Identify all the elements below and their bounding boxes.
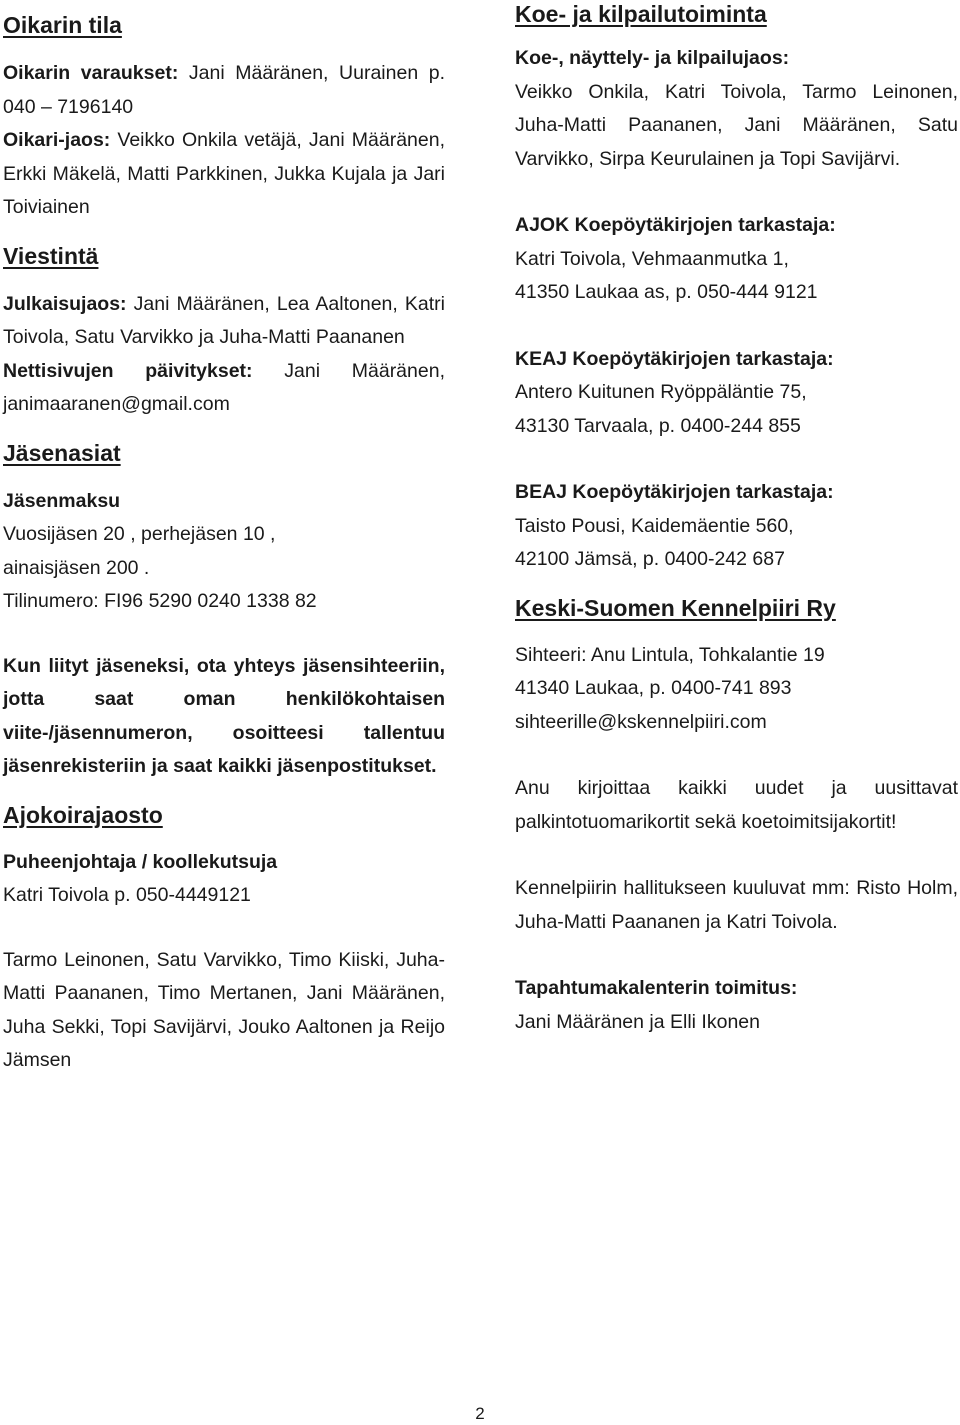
koe-jaos-text: Veikko Onkila, Katri Toivola, Tarmo Leinonen, Juha-Matti Paananen, Jani Määränen, Satu Varvikko, Sirpa Keurulainen ja Topi Savijärvi. [515,80,958,170]
heading-koe-ja-kilpailutoiminta: Koe- ja kilpailutoiminta [515,1,767,27]
tapahtumakalenteri-text: Jani Määränen ja Elli Ikonen [515,1010,760,1033]
heading-jasenasiat: Jäsenasiat [3,439,121,466]
puheenjohtaja-text: Katri Toivola p. 050-4449121 [3,884,251,906]
ajok-label: AJOK Koepöytäkirjojen tarkastaja: [515,214,836,236]
oikari-jaos-text: Veikko Onkila vetäjä, Jani Määränen, Erkki Mäkelä, Matti Parkkinen, Jukka Kujala ja Jari Toiviainen [3,129,445,218]
koe-jaos-label: Koe-, näyttely- ja kilpailujaos: [515,47,790,69]
page-number: 2 [475,1404,485,1423]
ajokoirajaosto-jasenet: Tarmo Leinonen, Satu Varvikko, Timo Kiiski, Juha-Matti Paananen, Timo Mertanen, Jani Määränen, Juha Sekki, Topi Savijärvi, Jouko Aaltonen ja Reijo Jämsen [3,948,445,1071]
tilinumero: Tilinumero: FI96 5290 0240 1338 82 [3,590,317,612]
keaj-line2: 43130 Tarvaala, p. 0400-244 855 [515,414,801,437]
julkaisujaos-text: Jani Määränen, Lea Aaltonen, Katri Toivola, Satu Varvikko ja Juha-Matti Paananen [3,292,445,348]
beaj-line2: 42100 Jämsä, p. 0400-242 687 [515,548,785,570]
liity-jaseneksi-text: Kun liityt jäseneksi, ota yhteys jäsensihteeriin, jotta saat oman henkilökohtaisen viite-/jäsennumeron, osoitteesi tallentuu jäsenrekisteriin ja saat kaikki jäsenpostitukset. [3,654,445,777]
anu-kirjoittaa-text: Anu kirjoittaa kaikki uudet ja uusittavat palkintotuomarikortit sekä koetoimitsijakortit! [515,777,958,833]
heading-ajokoirajaosto: Ajokoirajaosto [3,801,163,828]
heading-viestinta: Viestintä [3,242,99,269]
right-column [515,0,958,1039]
varaukset-label: Oikarin varaukset: [3,62,179,84]
nettisivujen-paivitykset-label: Nettisivujen päivitykset: [3,359,253,382]
nettisivujen-paivitykset [3,355,445,422]
ajok-line1: Katri Toivola, Vehmaanmutka 1, [515,247,789,270]
left-column [3,0,445,1078]
keaj-line1: Antero Kuitunen Ryöppäläntie 75, [515,381,807,403]
oikari-jaos-label: Oikari-jaos: [3,129,111,151]
keaj-label: KEAJ Koepöytäkirjojen tarkastaja: [515,347,834,370]
hallitus-text: Kennelpiirin hallitukseen kuuluvat mm: Risto Holm, Juha-Matti Paananen ja Katri Toivola. [515,877,958,933]
heading-keski-suomen-kennelpiiri: Keski-Suomen Kennelpiiri Ry [515,594,836,621]
heading-oikarin-tila: Oikarin tila [3,12,122,38]
jasenmaksu-text: Vuosijäsen 20 , perhejäsen 10 , ainaisjäsen 200 . [3,523,276,579]
jasenmaksu-label: Jäsenmaksu [3,489,121,512]
sihteeri-line2: 41340 Laukaa, p. 0400-741 893 [515,677,792,699]
julkaisujaos-label: Julkaisujaos: [3,292,127,315]
sihteeri-email: sihteerille@kskennelpiiri.com [515,710,767,733]
puheenjohtaja-label: Puheenjohtaja / koollekutsuja [3,850,278,873]
sihteeri-line1: Sihteeri: Anu Lintula, Tohkalantie 19 [515,643,825,666]
beaj-label: BEAJ Koepöytäkirjojen tarkastaja: [515,481,834,503]
oikari-jaos [3,124,445,225]
nettisivujen-paivitykset-text: Jani Määränen, janimaaranen@gmail.com [3,359,445,415]
julkaisujaos [3,288,445,355]
beaj-line1: Taisto Pousi, Kaidemäentie 560, [515,514,794,537]
tapahtumakalenteri-label: Tapahtumakalenterin toimitus: [515,977,798,999]
oikarin-varaukset [3,57,445,124]
ajok-line2: 41350 Laukaa as, p. 050-444 9121 [515,281,818,303]
varaukset-text: Jani Määränen, Uurainen p. 040 – 7196140 [3,62,445,118]
